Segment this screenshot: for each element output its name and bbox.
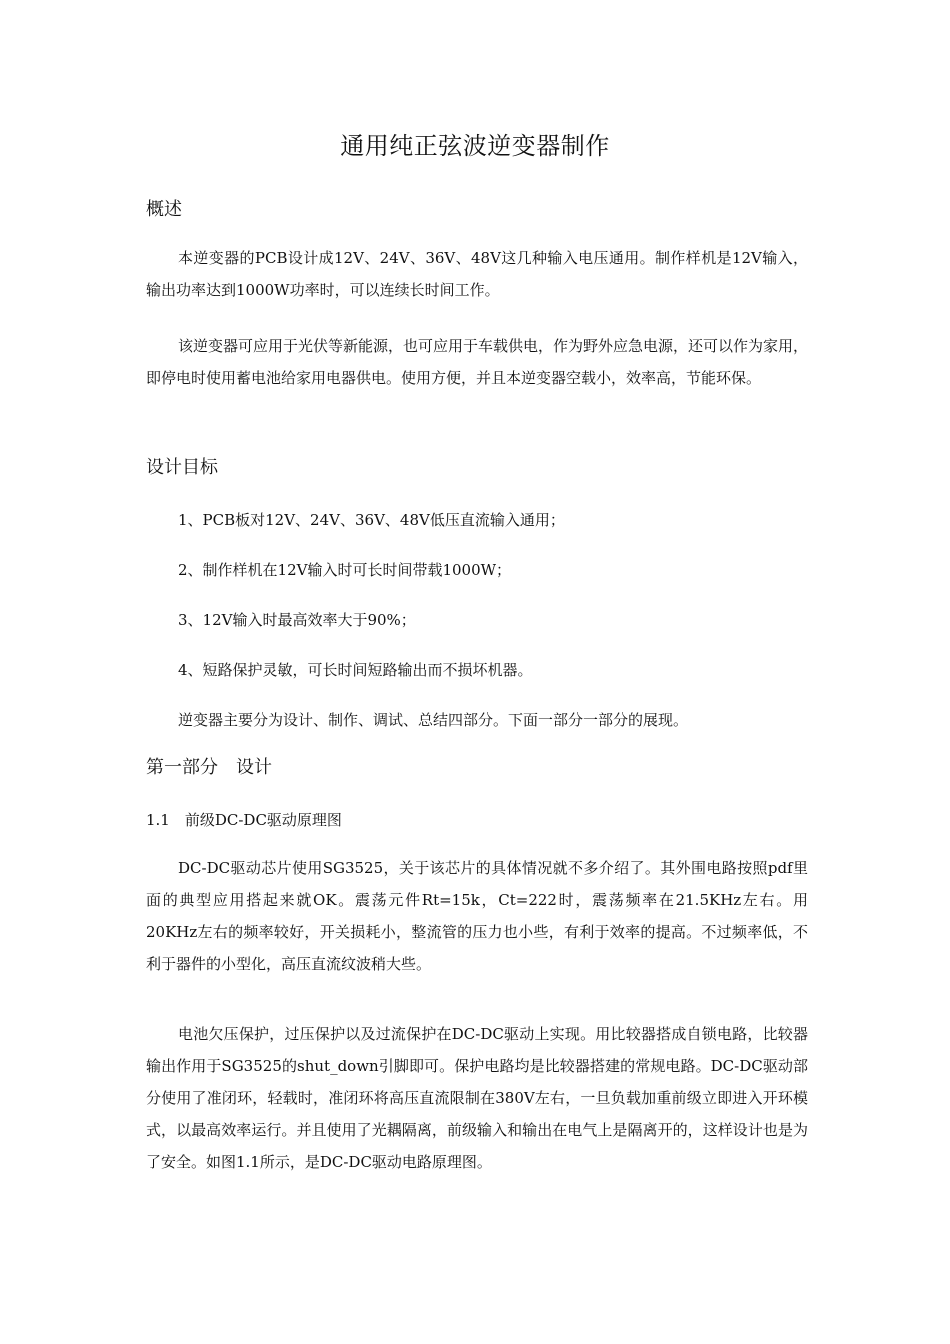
section-heading-1-1: 1.1 前级DC-DC驱动原理图 bbox=[146, 811, 342, 829]
goal-item-4: 4、短路保护灵敏，可长时间短路输出而不损坏机器。 bbox=[178, 661, 533, 679]
paragraph-protection: 电池欠压保护，过压保护以及过流保护在DC-DC驱动上实现。用比较器搭成自锁电路，比较器输出作用于SG3525的shut_down引脚即可。保护电路均是比较器搭建的常规电路。DC-DC驱动部分使用了准闭环，轻载时，准闭环将高压直流限制在380V左右，一旦负载加重前级立即进入开环模式，以最高效率运行。并且使用了光耦隔离，前级输入和输出在电气上是隔离开的，这样设计也是为了安全。如图1.1所示，是DC-DC驱动电路原理图。 bbox=[146, 1025, 808, 1171]
document-title: 通用纯正弦波逆变器制作 bbox=[340, 132, 610, 160]
paragraph-overview-1: 本逆变器的PCB设计成12V、24V、36V、48V这几种输入电压通用。制作样机是12V输入，输出功率达到1000W功率时，可以连续长时间工作。 bbox=[146, 249, 808, 299]
heading-part-one: 第一部分 设计 bbox=[146, 757, 272, 778]
paragraph-dcdc-driver: DC-DC驱动芯片使用SG3525，关于该芯片的具体情况就不多介绍了。其外围电路按照pdf里面的典型应用搭起来就OK。震荡元件Rt=15k，Ct=222时，震荡频率在21.5KHz左右。用20KHz左右的频率较好，开关损耗小，整流管的压力也小些，有利于效率的提高。不过频率低，不利于器件的小型化，高压直流纹波稍大些。 bbox=[146, 859, 808, 973]
paragraph-overview-2: 该逆变器可应用于光伏等新能源，也可应用于车载供电，作为野外应急电源，还可以作为家用，即停电时使用蓄电池给家用电器供电。使用方便，并且本逆变器空载小，效率高，节能环保。 bbox=[146, 337, 809, 387]
heading-design-goals: 设计目标 bbox=[146, 457, 218, 478]
goals-summary: 逆变器主要分为设计、制作、调试、总结四部分。下面一部分一部分的展现。 bbox=[178, 711, 689, 729]
goal-item-2: 2、制作样机在12V输入时可长时间带载1000W； bbox=[178, 561, 512, 579]
goal-item-3: 3、12V输入时最高效率大于90%； bbox=[178, 611, 416, 629]
heading-overview: 概述 bbox=[146, 199, 182, 220]
goal-item-1: 1、PCB板对12V、24V、36V、48V低压直流输入通用； bbox=[178, 511, 565, 529]
